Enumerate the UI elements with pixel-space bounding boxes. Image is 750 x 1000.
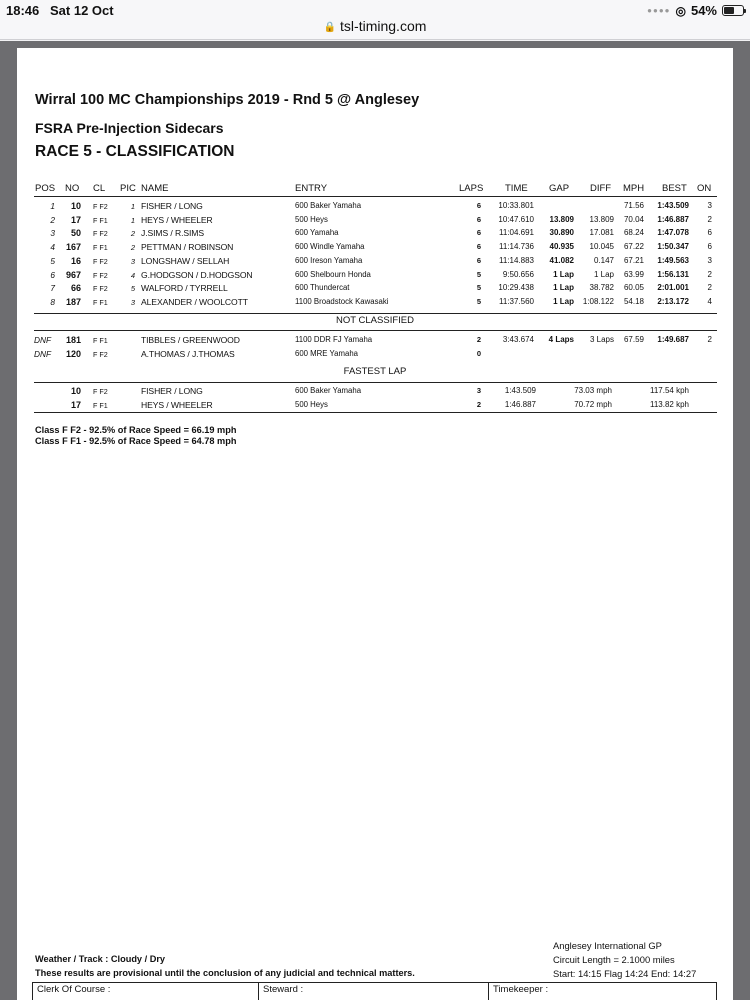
class: F F2: [93, 229, 108, 239]
class: F F1: [93, 336, 108, 345]
result-row[interactable]: [0, 201, 750, 214]
total-time: 11:14.736: [499, 242, 534, 252]
class: F F2: [93, 387, 108, 396]
machine-entry: 600 MRE Yamaha: [295, 348, 358, 358]
class: F F1: [93, 400, 108, 410]
avg-mph: 70.04: [623, 214, 644, 224]
best-lap: 2:01.001: [657, 283, 689, 293]
laps: 0: [476, 348, 481, 358]
machine-entry: 500 Heys: [295, 214, 328, 224]
steward-box: Steward :: [258, 982, 489, 1000]
col-laps: LAPS: [459, 183, 484, 194]
header-divider: [34, 196, 717, 197]
best-on-lap: 4: [707, 296, 712, 306]
best-on-lap: 2: [707, 335, 712, 344]
best-on-lap: 3: [707, 255, 712, 265]
dnf-row[interactable]: [0, 335, 750, 348]
laps: 6: [476, 255, 481, 265]
laps: 6: [476, 201, 481, 210]
status-date: Sat 12 Oct: [50, 3, 114, 18]
total-time: 11:37.560: [499, 296, 534, 306]
position: 8: [50, 296, 55, 307]
position-in-class: 2: [130, 243, 135, 253]
rider-number: 16: [70, 255, 81, 266]
total-time: 10:33.801: [498, 201, 534, 210]
position: 1: [50, 201, 55, 211]
position: DNF: [34, 335, 52, 345]
best-lap: 1:43.509: [657, 201, 689, 210]
fastest-lap-kph: 117.54 kph: [650, 386, 689, 395]
gap: 30.890: [549, 228, 574, 238]
gap: 13.809: [549, 214, 574, 224]
gap: 1 Lap: [553, 269, 574, 279]
col-mph: MPH: [623, 183, 645, 194]
col-cl: CL: [93, 183, 106, 194]
rider-number: 187: [65, 296, 81, 307]
col-time: TIME: [505, 183, 528, 194]
fastest-lap-mph: 73.03 mph: [574, 386, 612, 395]
best-lap: 1:46.887: [657, 214, 689, 224]
gap: 40.935: [549, 242, 574, 252]
class: F F2: [93, 202, 108, 211]
machine-entry: 1100 DDR FJ Yamaha: [295, 335, 373, 344]
position-in-class: 3: [130, 256, 135, 266]
gap: 4 Laps: [548, 335, 574, 344]
position-in-class: 1: [130, 215, 135, 225]
total-time: 11:04.691: [499, 228, 534, 238]
best-lap: 1:49.687: [657, 335, 689, 344]
result-row[interactable]: [0, 228, 750, 241]
laps: 6: [476, 214, 481, 224]
avg-mph: 67.59: [623, 335, 644, 344]
result-row[interactable]: [0, 283, 750, 296]
class-title: FSRA Pre-Injection Sidecars: [35, 120, 224, 136]
col-pic: PIC: [120, 183, 136, 194]
col-pos: POS: [35, 183, 56, 194]
total-time: 9:50.656: [502, 269, 534, 279]
col-diff: DIFF: [590, 183, 612, 194]
best-on-lap: 2: [707, 269, 712, 279]
gap: 1 Lap: [553, 296, 574, 306]
machine-entry: 600 Baker Yamaha: [295, 201, 362, 210]
timekeeper-box: Timekeeper :: [488, 982, 717, 1000]
best-on-lap: 6: [707, 228, 712, 238]
machine-entry: 600 Windle Yamaha: [295, 242, 365, 252]
col-gap: GAP: [549, 183, 570, 194]
position: 6: [50, 269, 55, 280]
best-lap: 1:49.563: [657, 255, 689, 265]
fastest-lap-divider: [34, 382, 717, 383]
rider-number: 66: [70, 283, 81, 294]
machine-entry: 600 Ireson Yamaha: [295, 255, 363, 265]
avg-mph: 67.21: [623, 255, 644, 265]
rider-names: FISHER / LONG: [141, 386, 203, 396]
rider-names: J.SIMS / R.SIMS: [141, 228, 204, 239]
rider-names: LONGSHAW / SELLAH: [141, 255, 230, 266]
avg-mph: 67.22: [623, 242, 644, 252]
result-row[interactable]: [0, 215, 750, 228]
position-in-class: 3: [130, 297, 135, 307]
position: 2: [50, 214, 55, 225]
classified-divider: [34, 313, 717, 314]
best-lap: 1:47.078: [657, 228, 689, 238]
result-row[interactable]: [0, 270, 750, 283]
fastest-lap-kph: 113.82 kph: [650, 399, 689, 409]
rider-names: ALEXANDER / WOOLCOTT: [141, 296, 248, 307]
position: DNF: [34, 348, 52, 359]
position-in-class: 2: [130, 229, 135, 239]
session-title: RACE 5 - CLASSIFICATION: [35, 143, 235, 160]
fastest-lap-mph: 70.72 mph: [574, 399, 612, 409]
rider-number: 120: [65, 348, 81, 359]
total-time: 3:43.674: [502, 335, 534, 344]
rider-number: 10: [70, 201, 81, 211]
battery-percent: 54%: [690, 3, 717, 18]
result-row[interactable]: [0, 256, 750, 269]
fastest-lap-bottom-divider: [34, 412, 717, 413]
rider-number: 967: [65, 269, 81, 280]
diff: 10.045: [589, 242, 614, 252]
col-name: NAME: [141, 183, 169, 194]
wifi-icon: ◎: [675, 3, 686, 18]
machine-entry: 500 Heys: [295, 399, 328, 409]
result-row[interactable]: [0, 242, 750, 255]
class-note: Class F F1 - 92.5% of Race Speed = 64.78 mph: [35, 436, 237, 446]
machine-entry: 600 Yamaha: [295, 228, 339, 238]
weather-track: Weather / Track : Cloudy / Dry: [35, 954, 166, 964]
machine-entry: 600 Shelbourn Honda: [295, 269, 371, 279]
gap: 1 Lap: [553, 283, 574, 293]
rider-names: WALFORD / TYRRELL: [141, 283, 228, 294]
rider-names: G.HODGSON / D.HODGSON: [141, 269, 253, 280]
url-text: tsl-timing.com: [340, 18, 427, 34]
rider-number: 50: [70, 228, 81, 239]
status-time: 18:46: [6, 3, 40, 18]
col-entry: ENTRY: [295, 183, 328, 194]
rider-names: HEYS / WHEELER: [141, 214, 213, 225]
laps: 5: [476, 269, 481, 279]
best-lap: 1:56.131: [657, 269, 689, 279]
provisional-notice: These results are provisional until the conclusion of any judicial and technical matters.: [35, 968, 415, 978]
machine-entry: 1100 Broadstock Kawasaki: [295, 296, 389, 306]
class: F F2: [93, 284, 108, 294]
laps: 2: [476, 335, 481, 344]
fastest-lap-time: 1:43.509: [504, 386, 536, 395]
fastest-lap-heading: FASTEST LAP: [343, 366, 407, 377]
diff: 0.147: [593, 255, 614, 265]
diff: 13.809: [589, 214, 614, 224]
gap: 41.082: [549, 255, 574, 265]
rider-names: TIBBLES / GREENWOOD: [141, 335, 240, 345]
rider-number: 167: [65, 242, 81, 253]
total-time: 10:47.610: [498, 214, 534, 224]
class: F F1: [93, 215, 108, 225]
avg-mph: 60.05: [623, 283, 644, 293]
diff: 1:08.122: [582, 296, 614, 306]
result-row[interactable]: [0, 297, 750, 310]
laps: 6: [476, 242, 481, 252]
lock-icon: 🔒: [323, 22, 337, 33]
circuit-name: Anglesey International GP: [553, 940, 662, 951]
battery-icon: [722, 5, 744, 16]
race-times: Start: 14:15 Flag 14:24 End: 14:27: [553, 968, 697, 979]
diff: 17.081: [589, 228, 614, 238]
col-no: NO: [65, 183, 80, 194]
position-in-class: 5: [130, 284, 135, 294]
avg-mph: 63.99: [623, 269, 644, 279]
rider-names: PETTMAN / ROBINSON: [141, 242, 234, 253]
rider-number: 17: [70, 214, 81, 225]
total-time: 10:29.438: [498, 283, 534, 293]
class: F F2: [93, 270, 108, 280]
not-classified-heading: NOT CLASSIFIED: [336, 315, 414, 326]
not-classified-divider: [34, 330, 717, 331]
machine-entry: 600 Thundercat: [295, 283, 350, 293]
best-on-lap: 2: [707, 283, 712, 293]
signal-dots-icon: ●●●●: [647, 6, 671, 15]
class: F F1: [93, 243, 108, 253]
fastest-lap-number: 3: [476, 386, 481, 395]
best-lap: 1:50.347: [657, 242, 689, 252]
best-on-lap: 6: [707, 242, 712, 252]
fastest-lap-row[interactable]: [0, 386, 750, 399]
best-on-lap: 3: [707, 201, 712, 210]
avg-mph: 68.24: [623, 228, 644, 238]
rider-number: 10: [70, 386, 81, 396]
class: F F2: [93, 349, 108, 359]
fastest-lap-time: 1:46.887: [504, 399, 536, 409]
circuit-length: Circuit Length = 2.1000 miles: [553, 954, 675, 965]
position: 5: [50, 255, 55, 266]
position-in-class: 1: [130, 202, 135, 211]
position: 4: [50, 242, 55, 253]
fastest-lap-row[interactable]: [0, 400, 750, 413]
best-on-lap: 2: [707, 214, 712, 224]
event-title: Wirral 100 MC Championships 2019 - Rnd 5 @ Anglesey: [35, 92, 420, 108]
dnf-row[interactable]: [0, 349, 750, 362]
position-in-class: 4: [130, 270, 135, 280]
diff: 3 Laps: [589, 335, 614, 344]
status-bar: [0, 0, 750, 20]
diff: 38.782: [589, 283, 614, 293]
col-on: ON: [697, 183, 712, 194]
clerk-of-course-box: Clerk Of Course :: [32, 982, 259, 1000]
total-time: 11:14.883: [499, 255, 534, 265]
position: 3: [50, 228, 55, 239]
avg-mph: 71.56: [623, 201, 644, 210]
best-lap: 2:13.172: [657, 296, 689, 306]
class: F F2: [93, 256, 108, 266]
rider-number: 17: [70, 399, 81, 410]
laps: 5: [476, 296, 481, 306]
rider-number: 181: [65, 335, 81, 345]
class: F F1: [93, 297, 108, 307]
laps: 6: [476, 228, 481, 238]
rider-names: FISHER / LONG: [141, 201, 203, 211]
machine-entry: 600 Baker Yamaha: [295, 386, 362, 395]
address-bar[interactable]: [0, 18, 750, 40]
class-note: Class F F2 - 92.5% of Race Speed = 66.19 mph: [35, 425, 237, 435]
position: 7: [50, 283, 55, 294]
avg-mph: 54.18: [623, 296, 644, 306]
rider-names: HEYS / WHEELER: [141, 399, 213, 410]
diff: 1 Lap: [593, 269, 614, 279]
laps: 5: [476, 283, 481, 293]
fastest-lap-number: 2: [476, 399, 481, 409]
col-best: BEST: [662, 183, 687, 194]
rider-names: A.THOMAS / J.THOMAS: [141, 348, 235, 359]
